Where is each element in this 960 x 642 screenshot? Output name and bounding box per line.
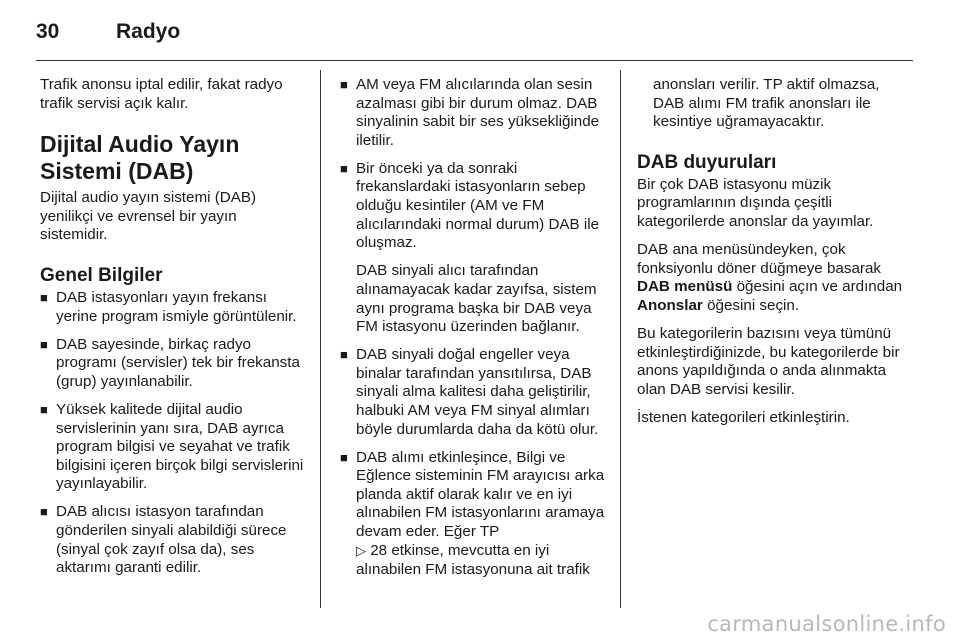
menu-item-announcements: Anonslar	[637, 296, 703, 314]
column-divider	[320, 70, 321, 608]
page-reference-arrow-icon: ▷	[356, 543, 366, 559]
list-item: ■ DAB sinyali doğal engeller veya binalar tarafından yansıtılırsa, DAB sinyali alma kalitesi daha geliştirilir, halbuki AM veya FM sinyal alımları böyle durumlarda daha da kötü olur.	[340, 346, 606, 439]
heading-general-info: Genel Bilgiler	[40, 264, 163, 286]
column-divider	[620, 70, 621, 608]
list-item: ■ AM veya FM alıcılarında olan sesin azalması gibi bir durum olmaz. DAB sinyalinin sabit bir ses yüksekliğinde iletilir.	[340, 76, 606, 150]
page-reference-link[interactable]: 28 etkinse, mevcutta en iyi alınabilen FM istasyonuna ait trafik	[356, 541, 590, 579]
column-3	[637, 76, 909, 437]
page-number: 30	[36, 20, 60, 43]
list-item	[340, 449, 606, 580]
list-item-subtext: DAB sinyali alıcı tarafından alınamayacak kadar zayıfsa, sistem aynı programa başka bir DAB veya FM istasyonu üzerinden bağlanır.	[356, 262, 597, 336]
intro-text: Trafik anonsu iptal edilir, fakat radyo trafik servisi açık kalır.	[40, 76, 283, 112]
list-item-text: Bir önceki ya da sonraki frekanslardaki istasyonların sebep olduğu kesintiler (AM ve FM alıcılarındaki normal durum) DAB ile oluşmaz.	[356, 159, 600, 252]
announcements-note: Bu kategorilerin bazısını veya tümünü etkinleştirdiğinizde, bu kategorilerde bir anons yapıldığında o anda alınmakta olan DAB servisi kesilir.	[637, 324, 900, 398]
announcements-intro: Bir çok DAB istasyonu müzik programlarının dışında çeşitli kategorilerde anonslar da yayımlar.	[637, 175, 874, 230]
announcements-action: İstenen kategorileri etkinleştirin.	[637, 408, 850, 426]
list-item: ■ DAB sayesinde, birkaç radyo programı (servisler) tek bir frekansta (grup) yayınlanabilir.	[40, 336, 308, 392]
menu-name-dab-menu: DAB menüsü	[637, 278, 733, 296]
list-item: ■ DAB istasyonları yayın frekansı yerine program ismiyle görüntülenir.	[40, 289, 308, 326]
announcements-instructions: DAB ana menüsündeyken, çok fonksiyonlu döner düğmeye basarak DAB menüsü öğesini açın ve ardından Anonslar öğesini seçin.	[637, 241, 903, 314]
list-item: ■ DAB alıcısı istasyon tarafından gönderilen sinyali alabildiği sürece (sinyal çok zayıf olsa da), ses aktarımı garanti edilir.	[40, 503, 308, 577]
continued-text: anonsları verilir. TP aktif olmazsa, DAB alımı FM trafik anonsları ile kesintiye uğramayacaktır.	[653, 76, 880, 131]
general-info-list	[40, 289, 308, 578]
list-item: ■ Yüksek kalitede dijital audio servislerinin yanı sıra, DAB ayrıca program bilgisi ve seyahat ve trafik bilgisini içeren birçok bilgi servislerini yayınlayabilir.	[40, 401, 308, 494]
column-2	[340, 76, 606, 589]
heading-dab: Dijital Audio Yayın Sistemi (DAB)	[40, 131, 240, 185]
list-item-text: DAB alımı etkinleşince, Bilgi ve Eğlence sisteminin FM arayıcısı arka planda aktif olarak kalır ve en iyi alınabilen FM istasyonlarını aramaya devam eder. Eğer TP	[356, 448, 605, 541]
column-1	[40, 76, 308, 587]
watermark: carmanualsonline.info	[707, 612, 946, 636]
dab-description: Dijital audio yayın sistemi (DAB) yenilikçi ve evrensel bir yayın sistemidir.	[40, 189, 257, 244]
section-title: Radyo	[116, 20, 181, 43]
list-item	[340, 160, 606, 337]
dab-benefits-list	[340, 76, 606, 580]
heading-dab-announcements: DAB duyuruları	[637, 151, 777, 173]
header-rule	[36, 60, 913, 61]
